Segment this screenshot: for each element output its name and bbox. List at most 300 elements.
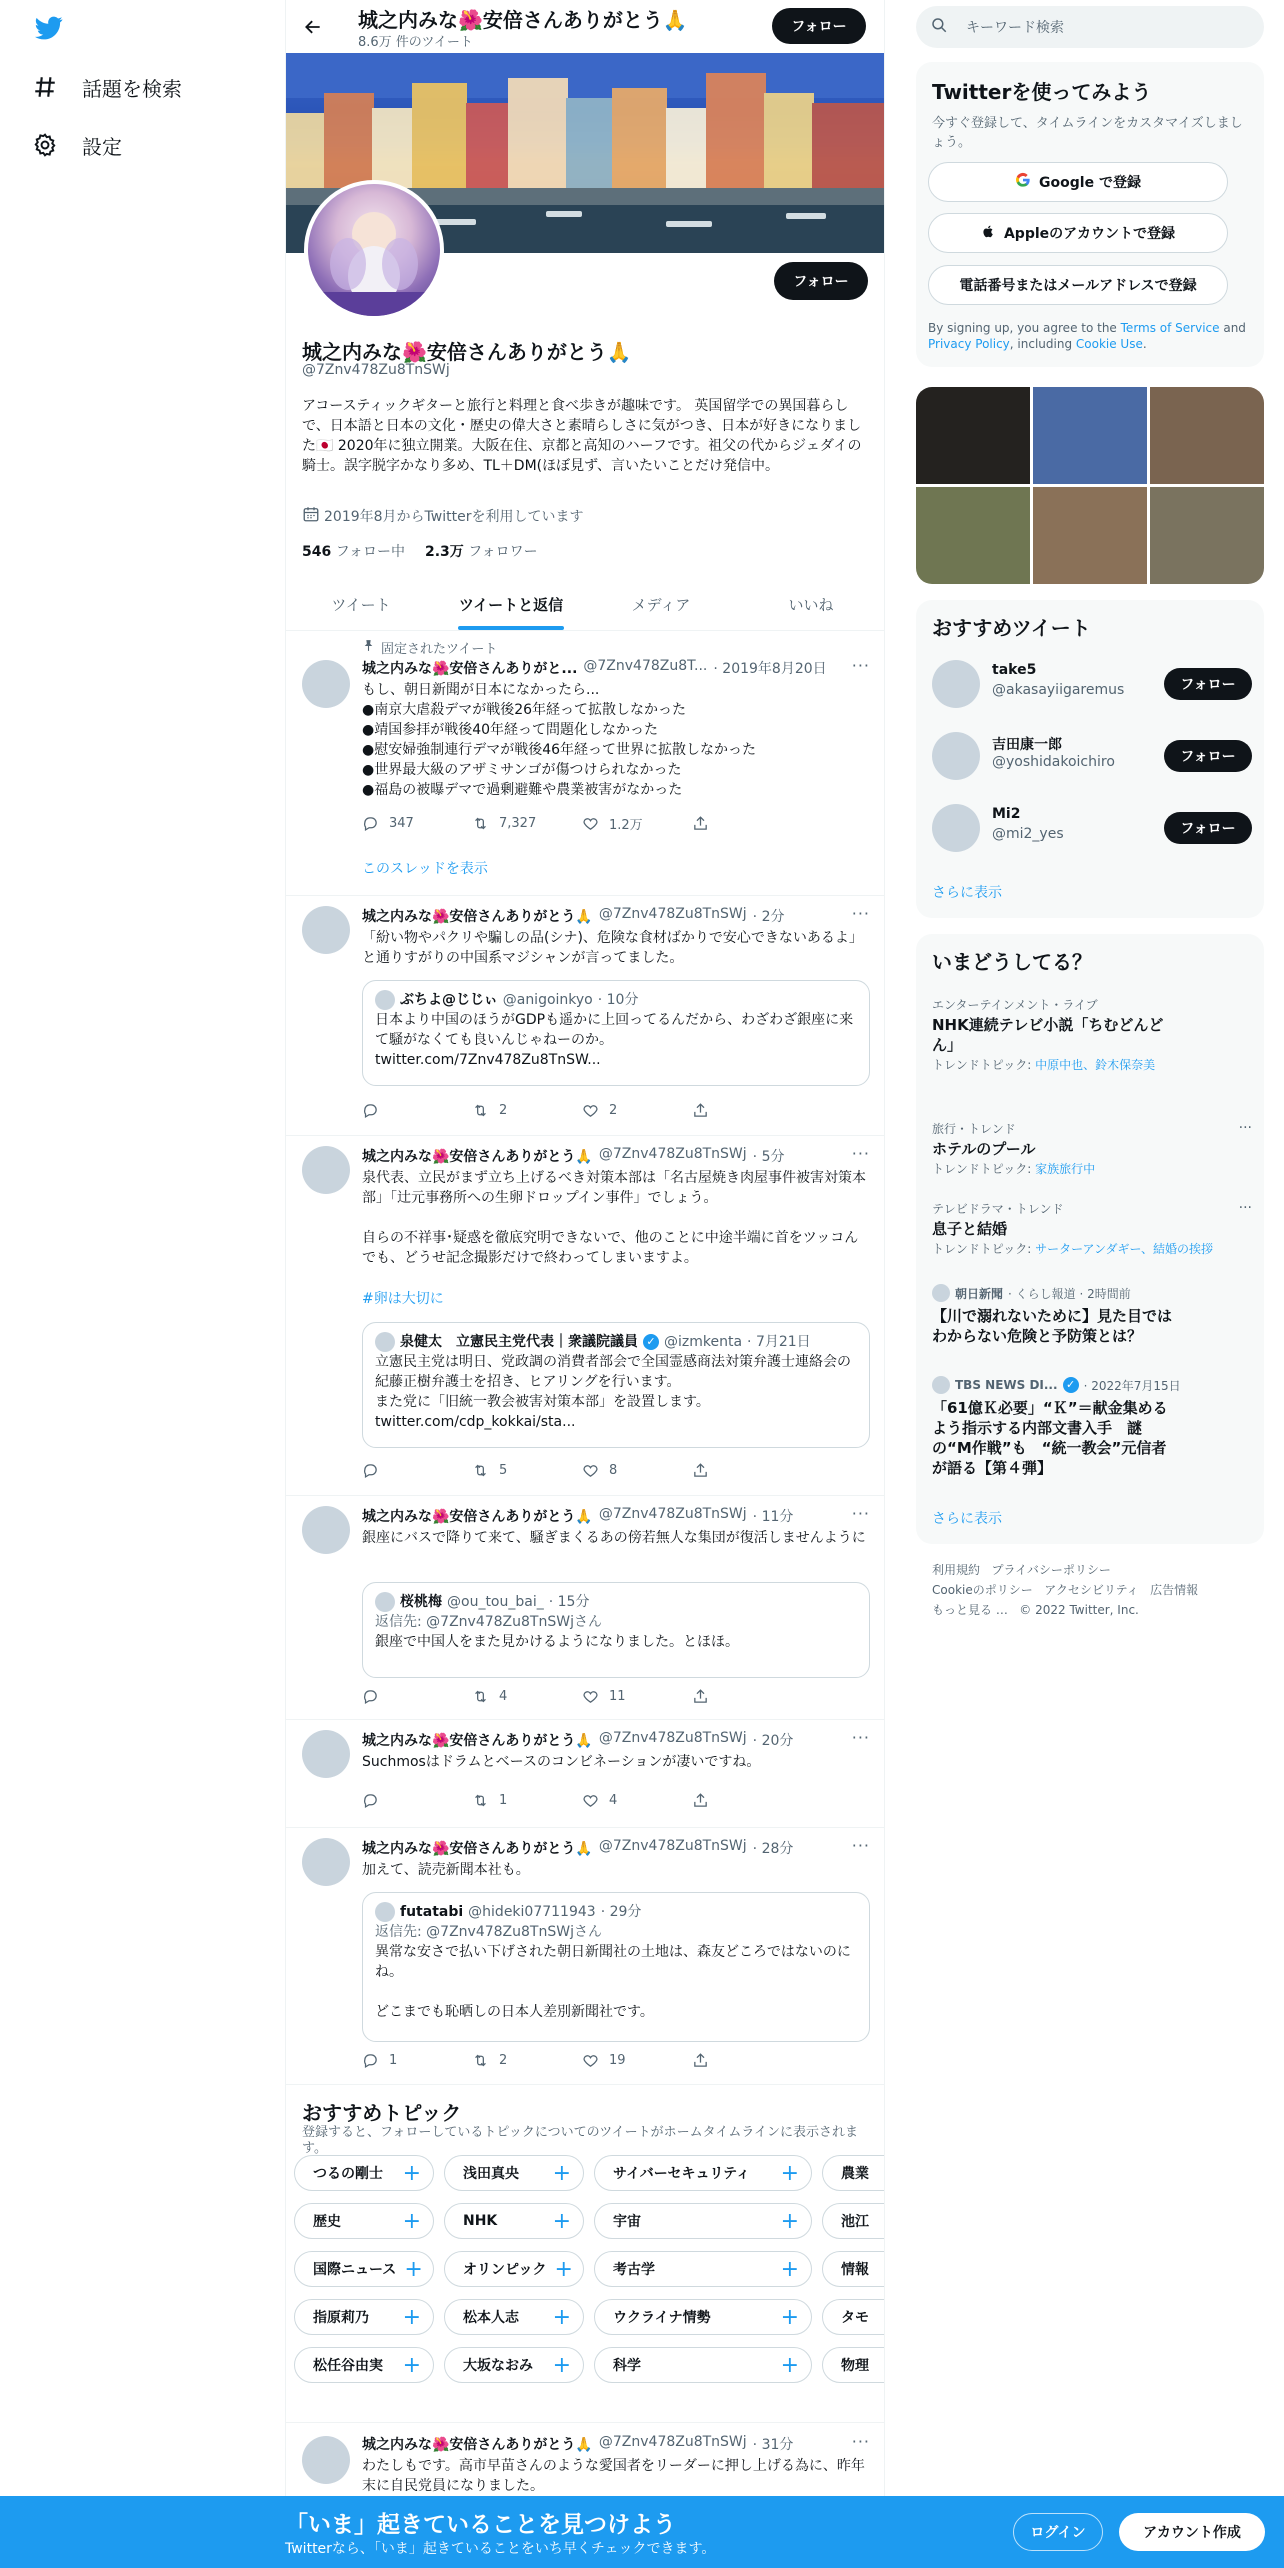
follow-button[interactable]: フォロー [1164,812,1252,844]
tweet-author-handle[interactable]: @7Znv478Zu8TnSWj [598,1730,747,1746]
tweet[interactable] [286,1828,885,2085]
news-time: · くらし報道 · 2時間前 [1008,1286,1131,1301]
plus-icon: + [780,2208,799,2234]
share-button[interactable] [692,814,802,833]
back-arrow-icon[interactable] [298,12,328,42]
followers-label: フォロワー [468,544,538,560]
tweet-header [362,906,862,926]
tweet-avatar[interactable] [302,906,350,954]
topic-chip[interactable] [294,2299,434,2335]
like-button[interactable] [582,1792,692,1809]
topic-chip[interactable] [822,2251,885,2287]
following-count: 546 [302,544,332,560]
like-button[interactable] [582,1102,692,1119]
topic-chip-label: 池江 [841,2214,869,2230]
heart-icon [582,1688,599,1705]
nav-explore[interactable] [30,62,182,112]
share-button[interactable] [692,1462,802,1479]
tweet-time[interactable]: · 20分 [752,1733,794,1749]
header-follow-button[interactable]: フォロー [772,8,866,44]
media-thumbnail[interactable] [916,387,1030,484]
plus-icon: + [780,2352,799,2378]
plus-icon: + [402,2208,421,2234]
trend-category: 旅行・トレンド [932,1122,1016,1136]
profile-handle: @7Znv478Zu8TnSWj [302,362,450,378]
footer-link[interactable]: プライバシーポリシー [991,1563,1111,1577]
plus-icon: + [404,2256,423,2282]
topic-chip[interactable] [444,2203,584,2239]
reply-button[interactable] [362,1102,472,1119]
quote-time: · 29分 [600,1904,642,1920]
trend-name: NHK連続テレビ小説「ちむどんどん」 [932,1016,1164,1054]
tweet-pinned[interactable] [286,632,885,896]
topics-subtitle: 登録すると、フォローしているトピックについてのツイートがホームタイムラインに表示されます。 [302,2125,859,2156]
tweet-text: わたしもです。高市早苗さんのような愛国者をリーダーに押し上げる為に、昨年末に自民党員になりました。 [362,2458,865,2494]
like-count: 1.2万 [609,818,643,833]
topic-chip[interactable] [822,2299,885,2335]
account-handle: @yoshidakoichiro [992,754,1115,770]
profile-avatar[interactable] [304,180,444,320]
topic-chip-label: タモ [841,2310,869,2326]
twitter-logo-icon[interactable] [32,14,66,42]
news-source [932,1376,1252,1394]
media-thumbnail[interactable] [1033,487,1147,584]
like-button[interactable] [582,1688,692,1705]
share-icon [692,2052,709,2069]
cookie-use-link[interactable]: Cookie Use [1075,337,1143,351]
search-input[interactable]: キーワード検索 [966,20,1064,36]
media-thumbnail[interactable] [1033,387,1147,484]
reply-icon [362,815,379,832]
tweet-author-name[interactable]: 城之内みな🌺安倍さんありがと... [362,661,578,677]
more-options-icon[interactable]: ··· [851,656,870,675]
like-button[interactable] [582,2052,692,2069]
prompt-title: 「いま」起きていることを見つけよう [285,2512,676,2538]
tab-likes[interactable]: いいね [788,595,834,614]
news-time: · 2022年7月15日 [1083,1378,1181,1393]
more-options-icon[interactable]: ··· [851,1144,870,1163]
topic-chip[interactable] [822,2203,885,2239]
google-signup-button[interactable] [928,162,1228,202]
topic-chip[interactable] [594,2347,812,2383]
tweet-time[interactable]: · 2分 [752,909,785,925]
profile-join-date [302,505,583,527]
reply-icon [362,1462,379,1479]
more-options-icon[interactable]: ··· [851,1504,870,1523]
news-source-avatar [932,1376,950,1394]
terms-text: , including [1009,337,1076,351]
topic-chip-label: ウクライナ情勢 [613,2310,711,2326]
news-title: 「61億Ｋ必要」“Ｋ”＝献金集めるよう指示する内部文書入手 謎の“M作戦”も “統一教会”元信者が語る【第４弾】 [932,1399,1168,1477]
quote-tweet[interactable] [362,1582,870,1678]
topic-chip[interactable] [294,2251,434,2287]
tweet-time[interactable]: · 5分 [752,1149,785,1165]
plus-icon: + [780,2304,799,2330]
more-options-icon[interactable]: ··· [851,904,870,923]
topic-chip[interactable] [444,2347,584,2383]
tweet-actions [362,1792,802,1809]
media-thumbnail[interactable] [1150,387,1264,484]
retweet-icon [472,2052,489,2069]
nav-settings[interactable] [30,120,122,170]
search-box[interactable] [916,6,1264,48]
show-more-link[interactable]: さらに表示 [932,885,1002,901]
tweet-time[interactable]: · 2019年8月20日 [713,661,827,677]
tweet-actions [362,1102,802,1119]
copyright: © 2022 Twitter, Inc. [1019,1603,1139,1617]
tweet-actions [362,1462,802,1479]
topic-chip[interactable] [594,2251,812,2287]
more-options-icon[interactable]: ··· [851,2432,870,2451]
following-link[interactable] [302,541,405,561]
more-options-icon[interactable]: ··· [851,1836,870,1855]
tweet-author-handle[interactable]: @7Znv478Zu8TnSWj [598,906,747,922]
heart-icon [582,1462,599,1479]
show-more-link[interactable]: さらに表示 [932,1511,1002,1527]
header-profile-name: 城之内みな🌺安倍さんありがとう🙏 [358,8,688,32]
reply-count: 1 [389,2053,398,2068]
quote-tweet[interactable] [362,980,870,1086]
quote-reply-to: 返信先: @7Znv478Zu8TnSWjさん [375,1924,602,1940]
reply-button[interactable] [362,1688,472,1705]
reply-icon [362,1792,379,1809]
topics-title: おすすめトピック [302,2101,462,2125]
recommended-account[interactable] [932,800,1252,856]
topic-chip-label: 歴史 [313,2214,341,2230]
topic-chip[interactable] [594,2155,812,2191]
reply-button[interactable] [362,1792,472,1809]
tweet[interactable] [286,1136,885,1496]
profile-tabs [286,578,885,631]
quote-text: 銀座で中国人をまた見かけるようになりました。とほほ。 [375,1634,739,1650]
retweet-icon [472,815,489,832]
recommended-topics [286,2085,885,2423]
phone-email-signup-button[interactable]: 電話番号またはメールアドレスで登録 [928,265,1228,305]
share-button[interactable] [692,1102,802,1119]
nav-settings-label: 設定 [82,134,122,159]
trend-item[interactable] [932,1120,1252,1177]
like-count: 4 [609,1793,618,1808]
trend-name: 息子と結婚 [932,1220,1008,1238]
apple-signup-button[interactable] [928,213,1228,253]
trend-topic-prefix: トレンドトピック: [932,1162,1036,1176]
topic-chip[interactable] [822,2347,885,2383]
tweet-actions [362,2052,802,2069]
topic-chip[interactable] [444,2155,584,2191]
retweet-count: 1 [499,1793,508,1808]
tweet-avatar[interactable] [302,1146,350,1194]
topic-chip[interactable] [294,2155,434,2191]
quote-header [375,1592,857,1612]
heart-icon [582,1792,599,1809]
account-name[interactable]: take5 [992,662,1037,678]
trends-panel [916,934,1264,1544]
avatar[interactable] [932,732,980,780]
reply-button[interactable] [362,814,472,833]
topic-chip-label: 情報 [841,2262,869,2278]
like-count: 19 [609,2053,626,2068]
retweet-button[interactable] [472,1462,582,1479]
quote-author-name: futatabi [400,1904,464,1920]
like-count: 11 [609,1689,626,1704]
topic-chip-label: 指原莉乃 [313,2310,369,2326]
pinned-label [362,638,497,657]
topic-chip-label: つるの剛士 [313,2166,383,2182]
profile-timeline [285,0,885,2568]
hashtag-link[interactable]: #卵は大切に [362,1291,444,1307]
share-button[interactable] [692,1688,802,1705]
followers-count: 2.3万 [425,544,464,560]
plus-icon: + [402,2160,421,2186]
account-handle: @akasayiigaremus [992,682,1125,698]
plus-icon: + [552,2352,571,2378]
tweet-text: 泉代表、立民がまず立ち上げるべき対策本部は「名古屋焼き肉屋事件被害対策本部」「辻元事務所への生卵ドロップイン事件」でしょう。 自らの不祥事･疑惑を徹底究明できないで、他のことに中途半端に首をツッコんでも、どうせ記念撮影だけで終わってしまいますよ。 [362,1170,866,1266]
tweet-author-name[interactable]: 城之内みな🌺安倍さんありがとう🙏 [362,1841,593,1857]
tab-tweets[interactable]: ツイート [331,595,391,614]
media-thumbnail[interactable] [916,487,1030,584]
topic-chip[interactable] [294,2203,434,2239]
terms-text: By signing up, you agree to the [928,321,1121,335]
tweet-header [362,1730,862,1750]
retweet-icon [472,1688,489,1705]
topic-chip-label: 農業 [841,2166,869,2182]
quote-time: · 15分 [548,1594,590,1610]
tweet-actions [362,1688,802,1705]
plus-icon: + [552,2208,571,2234]
tab-tweets-and-replies[interactable]: ツイートと返信 [436,578,586,630]
quote-author-name: 泉健太 立憲民主党代表｜衆議院議員 [400,1334,638,1350]
signup-title: Twitterを使ってみよう [932,80,1152,104]
tweet-author-name[interactable]: 城之内みな🌺安倍さんありがとう🙏 [362,1149,593,1165]
quote-header [375,990,857,1010]
tweet-avatar[interactable] [302,1838,350,1886]
join-date-text: 2019年8月からTwitterを利用しています [324,509,584,525]
share-button[interactable] [692,1792,802,1809]
tweet-author-handle[interactable]: @7Znv478Zu8TnSWj [598,1146,747,1162]
more-options-icon[interactable]: ··· [1238,1200,1252,1216]
tweet[interactable] [286,1496,885,1720]
tweet-header [362,1146,862,1166]
topic-chip-label: 国際ニュース [313,2262,397,2278]
plus-icon: + [554,2256,573,2282]
hashtag-icon [30,72,60,102]
tweet-author-handle[interactable]: @7Znv478Zu8TnSWj [598,1838,747,1854]
retweet-button[interactable] [472,1792,582,1809]
prompt-subtitle: Twitterなら、「いま」起きていることをいち早くチェックできます。 [285,2541,716,2557]
topic-chip-label: 浅田真央 [463,2166,519,2182]
right-sidebar [916,0,1264,2568]
topic-chip[interactable] [444,2299,584,2335]
left-navigation [0,0,285,2568]
privacy-policy-link[interactable]: Privacy Policy [928,337,1010,351]
quote-author-handle: @ou_tou_bai_ [447,1594,544,1610]
gear-icon [30,130,60,160]
avatar[interactable] [932,660,980,708]
topic-chip[interactable] [822,2155,885,2191]
more-options-icon[interactable]: ··· [1238,1120,1252,1136]
topic-chip[interactable] [444,2251,584,2287]
trend-topic-link[interactable]: 家族旅行中 [1035,1162,1096,1176]
terms-of-service-link[interactable]: Terms of Service [1120,321,1220,335]
topic-chip[interactable] [594,2299,812,2335]
tweet-header [362,1838,862,1858]
quote-header [375,1332,857,1352]
heart-icon [582,1102,599,1119]
account-name[interactable]: 吉田康一郎 [992,737,1062,753]
quote-time: · 7月21日 [747,1334,811,1350]
profile-name: 城之内みな🌺安倍さんありがとう🙏 [302,340,632,364]
trend-item[interactable] [932,996,1252,1073]
profile-follow-button[interactable]: フォロー [774,262,868,300]
tweet-avatar[interactable] [302,660,350,708]
quote-reply-to: 返信先: @7Znv478Zu8TnSWjさん [375,1614,602,1630]
trend-topic-link[interactable]: 中原中也、鈴木保奈美 [1035,1058,1156,1072]
account-name[interactable]: Mi2 [992,806,1021,822]
quote-author-handle: @izmkenta [664,1334,743,1350]
tweet[interactable] [286,896,885,1136]
topic-chip-label: 松任谷由実 [313,2358,383,2374]
media-thumbnail[interactable] [1150,487,1264,584]
tweet-author-name[interactable]: 城之内みな🌺安倍さんありがとう🙏 [362,1509,593,1525]
followers-link[interactable] [425,541,538,561]
quote-author-handle: @anigoinkyo [502,992,593,1008]
topic-chip-label: 物理 [841,2358,869,2374]
retweet-count: 4 [499,1689,508,1704]
tweet-actions [362,814,802,833]
tweet-author-name[interactable]: 城之内みな🌺安倍さんありがとう🙏 [362,1733,593,1749]
login-button[interactable]: ログイン [1013,2513,1103,2551]
trend-topic [932,1057,1172,1073]
plus-icon: + [780,2160,799,2186]
trend-category: エンターテインメント・ライブ [932,998,1098,1012]
create-account-button[interactable]: アカウント作成 [1119,2513,1265,2551]
tab-media[interactable]: メディア [631,595,691,614]
share-icon [692,1688,709,1705]
retweet-button[interactable] [472,1688,582,1705]
trend-topic [932,1241,1252,1257]
quote-header [375,1902,857,1922]
tweet-avatar[interactable] [302,1730,350,1778]
tweet-avatar[interactable] [302,2436,350,2484]
news-item[interactable] [932,1376,1252,1478]
topic-chip-label: 科学 [613,2358,641,2374]
retweet-button[interactable] [472,2052,582,2069]
trend-item[interactable] [932,1200,1252,1257]
tweet-header [362,658,862,678]
footer-link[interactable]: アクセシビリティ [1044,1583,1139,1597]
trend-topic-prefix: トレンドトピック: [932,1058,1036,1072]
reply-icon [362,1688,379,1705]
quote-text: 立憲民主党は明日、党政調の消費者部会で全国霊感商法対策弁護士連絡会の紀藤正樹弁護士を招き、ヒアリングを行います。 また党に「旧統一教会被害対策本部」を設置します。 twitter.com/cdp_kokkai/sta... [375,1354,851,1430]
like-count: 2 [609,1103,618,1118]
share-button[interactable] [692,2052,802,2069]
footer-link[interactable]: もっと見る … [932,1603,1008,1617]
topic-chip-label: 大坂なおみ [463,2358,533,2374]
retweet-button[interactable] [472,814,582,833]
recommended-account[interactable] [932,656,1252,712]
quote-text: 日本より中国のほうがGDPも遥かに上回ってるんだから、わざわざ銀座に来て騒がなくても良いんじゃねーのか。 twitter.com/7Znv478Zu8TnSW... [375,1012,854,1068]
like-button[interactable] [582,1462,692,1479]
tweet-text: 銀座にバスで降りて来て、騒ぎまくるあの傍若無人な集団が復活しませんように [362,1530,866,1546]
tweet-author-handle[interactable]: @7Znv478Zu8TnSWj [598,1506,747,1522]
quote-avatar [375,1902,395,1922]
retweet-icon [472,1462,489,1479]
signup-panel [916,62,1264,367]
news-title: 【川で溺れないために】見た目ではわからない危険と予防策とは？ [932,1307,1173,1345]
quote-avatar [375,1332,395,1352]
tweet-author-name[interactable]: 城之内みな🌺安倍さんありがとう🙏 [362,909,593,925]
topic-chip[interactable] [294,2347,434,2383]
retweet-count: 5 [499,1463,508,1478]
apple-logo-icon [981,224,996,243]
signup-terms [928,320,1258,352]
tweet-avatar[interactable] [302,1506,350,1554]
footer-link[interactable]: 広告情報 [1150,1583,1199,1597]
tweet-author-name[interactable]: 城之内みな🌺安倍さんありがとう🙏 [362,2437,593,2453]
reply-button[interactable] [362,1462,472,1479]
tweet-text: もし、朝日新聞が日本になかったら... ●南京大虐殺デマが戦後26年経って拡散しなかった ●靖国参拝が戦後40年経って問題化しなかった ●慰安婦強制連行デマが戦後46年経って世界に拡散しなかった ●世界最大級のアザミサンゴが傷つけられなかった ●福島の被曝デマで過剰避難や農業被害がなかった [362,682,757,798]
plus-icon: + [552,2160,571,2186]
plus-icon: + [552,2304,571,2330]
apple-signup-label: Appleのアカウントで登録 [1003,226,1176,242]
tweet-text: 「紛い物やパクリや騙しの品(シナ)、危険な食材ばかりで安心できないあるよ」と通りすがりの中国系マジシャンが言ってました。 [362,930,863,966]
recommended-title: おすすめツイート [932,616,1091,640]
share-icon [692,1792,709,1809]
terms-text: . [1142,337,1147,351]
google-logo-icon [1015,172,1031,192]
tweet-header [362,2434,862,2454]
plus-icon: + [402,2304,421,2330]
search-icon [930,16,948,38]
avatar[interactable] [932,804,980,852]
recommended-accounts-panel [916,600,1264,918]
news-item[interactable] [932,1284,1252,1346]
footer-links [932,1560,1252,1620]
footer-link[interactable]: 利用規約 [932,1563,981,1577]
quote-tweet[interactable] [362,1322,870,1448]
follow-button[interactable]: フォロー [1164,740,1252,772]
tweet-author-handle[interactable]: @7Znv478Zu8TnSWj [598,2434,747,2450]
tweet-time[interactable]: · 11分 [752,1509,794,1525]
follow-button[interactable]: フォロー [1164,668,1252,700]
quote-tweet[interactable] [362,1892,870,2042]
tweet[interactable] [286,1720,885,1828]
trends-title: いまどうしてる？ [932,950,1092,974]
heart-icon [582,815,599,832]
topic-chip-label: 考古学 [613,2262,655,2278]
tweet-author-handle[interactable]: @7Znv478Zu8T... [583,658,708,674]
trend-topic-link[interactable]: サーターアンダギー、結婚の挨拶 [1035,1242,1214,1256]
tweet-text: 加えて、読売新聞本社も。 [362,1862,530,1878]
retweet-count: 7,327 [499,816,537,831]
footer-link[interactable]: Cookieのポリシー [932,1583,1033,1597]
recommended-account[interactable] [932,728,1252,784]
tweet-time[interactable]: · 28分 [752,1841,794,1857]
tweet-header [362,1506,862,1526]
tweet-time[interactable]: · 31分 [752,2437,794,2453]
retweet-icon [472,1792,489,1809]
trend-topic [932,1161,1252,1177]
show-thread-link[interactable]: このスレッドを表示 [362,861,488,877]
retweet-button[interactable] [472,1102,582,1119]
topic-chip[interactable] [594,2203,812,2239]
more-options-icon[interactable]: ··· [851,1728,870,1747]
quote-time: · 10分 [597,992,639,1008]
like-button[interactable] [582,814,692,833]
quote-author-handle: @hideki07711943 [468,1904,596,1920]
reply-button[interactable] [362,2052,472,2069]
topic-chip-label: サイバーセキュリティ [613,2166,751,2182]
